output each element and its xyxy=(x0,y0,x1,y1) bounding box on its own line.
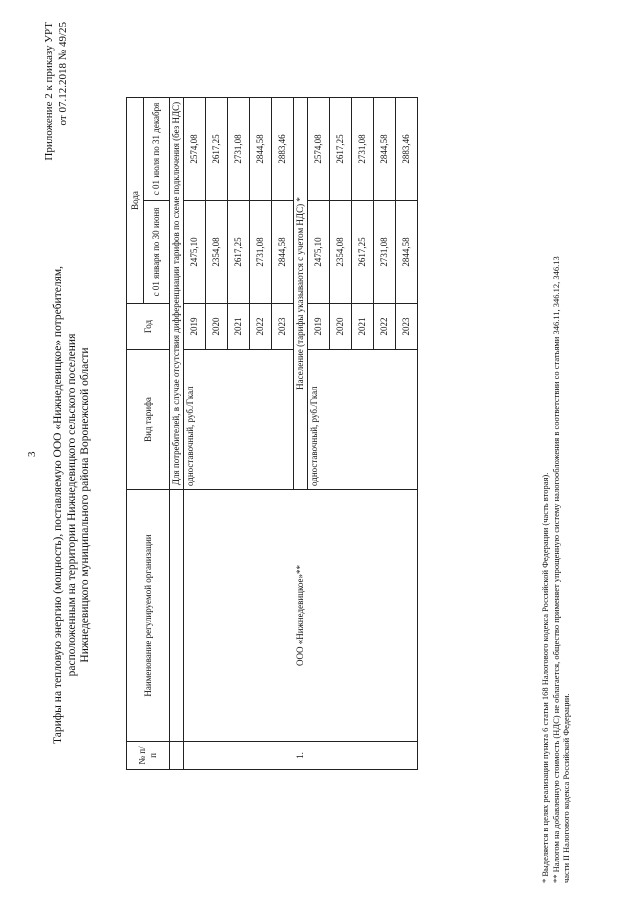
value-cell: 2617,25 xyxy=(352,201,374,304)
footnote-1: * Выделяется в целях реализации пункта 6 статьи 168 Налогового кодекса Российской Федерации (часть вторая). xyxy=(540,472,550,883)
year-cell: 2023 xyxy=(272,304,294,350)
value-cell: 2475,10 xyxy=(184,201,206,304)
header-half-1: с 01 января по 30 июня xyxy=(144,201,170,304)
header-half-2: с 01 июля по 31 декабря xyxy=(144,98,170,201)
year-cell: 2019 xyxy=(308,304,330,350)
value-cell: 2617,25 xyxy=(330,98,352,201)
organization-name: ООО «Нижнедевицкое»** xyxy=(184,490,418,742)
year-cell: 2020 xyxy=(206,304,228,350)
title-line-3: Нижнедевицкого муниципального района Воронежской области xyxy=(79,347,91,663)
value-cell: 2617,25 xyxy=(228,201,250,304)
section-2-tariff-type: одноставочный, руб./Гкал xyxy=(308,350,418,490)
value-cell: 2475,10 xyxy=(308,201,330,304)
section-2-title: Население (тарифы указываются с учетом НДС) * xyxy=(294,98,308,490)
row-number: 1. xyxy=(184,742,418,770)
value-cell: 2844,58 xyxy=(374,98,396,201)
footnotes xyxy=(540,256,572,883)
value-cell: 2731,08 xyxy=(352,98,374,201)
year-cell: 2023 xyxy=(396,304,418,350)
value-cell: 2883,46 xyxy=(272,98,294,201)
value-cell: 2844,58 xyxy=(250,98,272,201)
page-number: 3 xyxy=(26,451,38,457)
document-title xyxy=(52,225,93,785)
title-line-2: расположенным на территории Нижнедевицкого сельского поселения xyxy=(65,333,78,677)
table-cell-empty xyxy=(170,742,184,770)
table-row xyxy=(184,98,206,770)
value-cell: 2354,08 xyxy=(330,201,352,304)
header-water: Вода xyxy=(127,98,144,304)
header-tariff-type: Вид тарифа xyxy=(127,350,170,490)
year-cell: 2020 xyxy=(330,304,352,350)
year-cell: 2021 xyxy=(352,304,374,350)
tariff-table xyxy=(126,97,418,770)
header-number: № п/п xyxy=(127,742,170,770)
value-cell: 2617,25 xyxy=(206,98,228,201)
section-1-title: Для потребителей, в случае отсутствия дифференциации тарифов по схеме подключения (без НДС) xyxy=(170,98,184,490)
appendix-line-2: от 07.12.2018 № 49/25 xyxy=(57,22,69,126)
year-cell: 2022 xyxy=(374,304,396,350)
value-cell: 2731,08 xyxy=(250,201,272,304)
header-year: Год xyxy=(127,304,170,350)
table-cell-empty xyxy=(170,490,184,742)
footnote-2: ** Налогом на добавленную стоимость (НДС) не облагается, общество применяет упрощенную систему налогообложения в соответствии со статьями 346.11, 346.12, 346.13 xyxy=(550,256,561,883)
year-cell: 2019 xyxy=(184,304,206,350)
year-cell: 2022 xyxy=(250,304,272,350)
header-organization: Наименование регулируемой организации xyxy=(127,490,170,742)
value-cell: 2883,46 xyxy=(396,98,418,201)
appendix-line-1: Приложение 2 к приказу УРТ xyxy=(43,22,55,161)
value-cell: 2354,08 xyxy=(206,201,228,304)
value-cell: 2844,58 xyxy=(396,201,418,304)
value-cell: 2574,08 xyxy=(184,98,206,201)
section-1-tariff-type: одноставочный, руб./Гкал xyxy=(184,350,294,490)
value-cell: 2574,08 xyxy=(308,98,330,201)
value-cell: 2844,58 xyxy=(272,201,294,304)
value-cell: 2731,08 xyxy=(374,201,396,304)
footnote-3: части II Налогового кодекса Российской Федерации. xyxy=(561,693,571,883)
value-cell: 2731,08 xyxy=(228,98,250,201)
appendix-reference xyxy=(42,22,70,161)
title-line-1: Тарифы на тепловую энергию (мощность), поставляемую ООО «Нижнедевицкое» потребителям, xyxy=(52,265,64,745)
year-cell: 2021 xyxy=(228,304,250,350)
